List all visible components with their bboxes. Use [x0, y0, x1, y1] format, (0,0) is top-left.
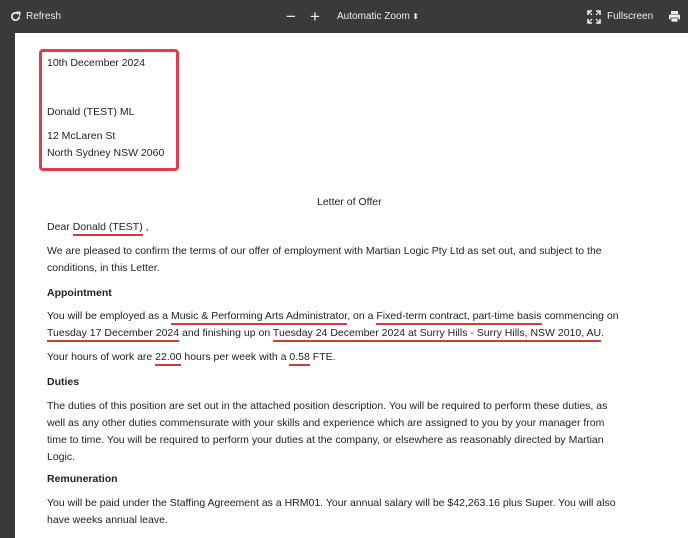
fullscreen-icon — [587, 10, 601, 24]
address-line-2: North Sydney NSW 2060 — [47, 147, 165, 159]
greeting-name: Donald (TEST) — [73, 221, 143, 236]
hours-mid: hours per week with a — [181, 351, 290, 363]
remuneration-line-2: have weeks annual leave. — [47, 514, 168, 526]
appt-prefix: You will be employed as a — [47, 310, 171, 322]
appointment-heading: Appointment — [47, 287, 112, 299]
print-button[interactable] — [668, 0, 681, 33]
remuneration-heading: Remuneration — [47, 473, 118, 485]
appt-after: commencing on — [541, 310, 619, 322]
intro-line-2: conditions, in this Letter. — [47, 262, 160, 274]
refresh-button[interactable] — [10, 0, 61, 33]
appt-role: Music & Performing Arts Administrator — [171, 310, 347, 325]
document-page — [15, 33, 688, 538]
recipient-name: Donald (TEST) ML — [47, 106, 135, 118]
zoom-value: Automatic Zoom — [337, 11, 410, 22]
appt-contract: Fixed-term contract, part-time basis — [376, 310, 541, 325]
duties-line-4: Logic. — [47, 451, 76, 463]
appointment-line-1 — [47, 310, 619, 322]
chevron-down-icon: ⬍ — [412, 12, 419, 21]
pdf-toolbar — [0, 0, 688, 33]
hours-value: 22.00 — [155, 351, 181, 366]
appt-mid: , on a — [347, 310, 377, 322]
greeting-suffix: , — [142, 221, 149, 233]
duties-line-3: time to time. You will be required to perform your duties at the company, or elsewhere as reasonably directed by Martian — [47, 434, 604, 446]
zoom-in-button[interactable]: + — [310, 6, 320, 26]
duties-heading: Duties — [47, 376, 80, 388]
refresh-label: Refresh — [26, 11, 62, 22]
fullscreen-button[interactable] — [587, 0, 653, 33]
fte-suffix: FTE. — [309, 351, 336, 363]
print-icon — [668, 10, 681, 23]
appt-end-suffix: . — [601, 327, 604, 339]
greeting-prefix: Dear — [47, 221, 73, 233]
appt-mid2: and finishing up on — [179, 327, 273, 339]
fte-value: 0.58 — [289, 351, 309, 366]
intro-line-1: We are pleased to confirm the terms of our offer of employment with Martian Logic Pty Ltd as set out, and subject to the — [47, 245, 602, 257]
hours-prefix: Your hours of work are — [47, 351, 156, 363]
zoom-out-button[interactable]: − — [286, 6, 296, 26]
appointment-line-2 — [47, 327, 604, 339]
fullscreen-label: Fullscreen — [607, 11, 654, 22]
refresh-icon — [10, 11, 21, 22]
address-line-1: 12 McLaren St — [47, 130, 116, 142]
appt-start: Tuesday 17 December 2024 — [47, 327, 179, 342]
letter-title: Letter of Offer — [317, 196, 382, 208]
sidebar-strip — [0, 33, 15, 538]
hours-line — [47, 351, 336, 363]
greeting — [47, 221, 149, 233]
letter-date: 10th December 2024 — [47, 57, 146, 69]
zoom-select[interactable] — [333, 8, 423, 25]
appt-end: Tuesday 24 December 2024 at Surry Hills - Surry Hills, NSW 2010, AU — [273, 327, 601, 342]
duties-line-1: The duties of this position are set out in the attached position description. You will be required to perform these duties, as — [47, 400, 608, 412]
remuneration-line-1: You will be paid under the Staffing Agreement as a HRM01. Your annual salary will be $42,263.16 plus Super. You will also — [47, 497, 616, 509]
duties-line-2: well as any other duties commensurate with your skills and experience which are assigned to you by your manager from — [47, 417, 605, 429]
